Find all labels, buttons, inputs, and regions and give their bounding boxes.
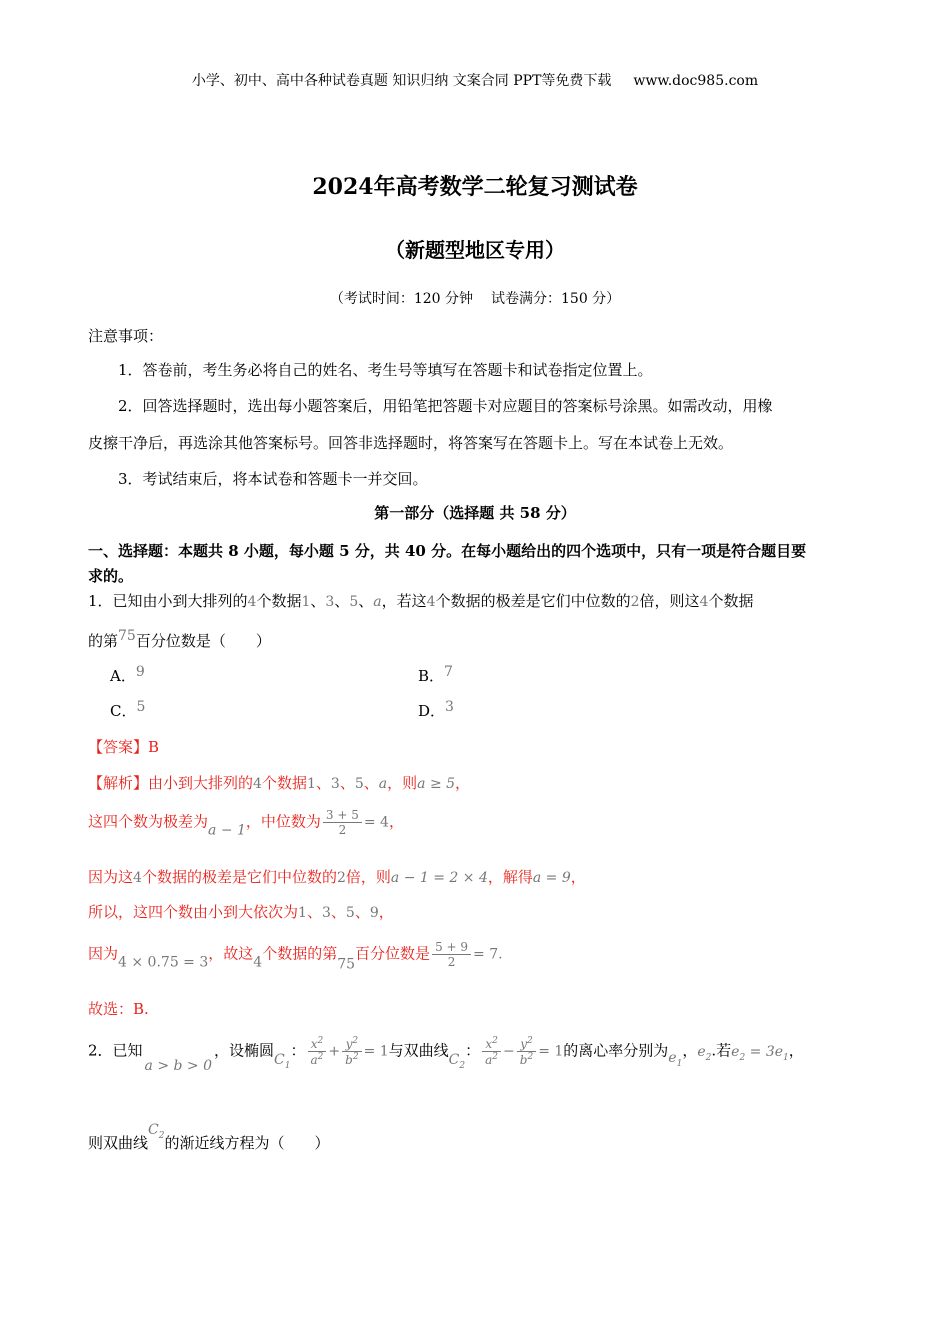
page-subtitle: （新题型地区专用） bbox=[385, 238, 565, 262]
header-url[interactable]: www.doc985.com bbox=[633, 73, 759, 89]
percentile-fraction: $\frac{5 + 9}{2}$ bbox=[432, 940, 471, 969]
header-text: 小学、初中、高中各种试卷真题 知识归纳 文案合同 PPT等免费下载 bbox=[191, 73, 612, 89]
q2-stem-line1: 2．已知a > b > 0，设椭圆$C_1$： $\frac{x^2}{a^2}$ + $\frac{y^2}{b^2}$ = 1与双曲线$C_2$： $\frac{x^2}{a^2}$ − $\frac{y^2}{b^2}$ = 1的离心率分别为$e_1$，$e_2$.若$e_2 = 3e_1$， bbox=[88, 1036, 804, 1074]
notice-item-1: 1．答卷前，考生务必将自己的姓名、考生号等填写在答题卡和试卷指定位置上。 bbox=[118, 361, 653, 379]
q1-option-a[interactable]: A．9 bbox=[110, 664, 145, 685]
notice-item-3: 3．考试结束后，将本试卷和答题卡一并交回。 bbox=[118, 470, 428, 488]
q1-analysis-line3: 因为这4个数据的极差是它们中位数的2倍，则a − 1 = 2 × 4，解得a = 9， bbox=[88, 868, 586, 886]
q1-option-d[interactable]: D．3 bbox=[418, 699, 454, 720]
site-header bbox=[0, 70, 950, 90]
q1-answer: 【答案】B bbox=[88, 738, 160, 756]
q2-condition: a > b > 0 bbox=[144, 1057, 213, 1074]
section1-line2: 求的。 bbox=[88, 567, 134, 585]
q1-analysis-conclusion: 故选：B. bbox=[88, 1000, 149, 1018]
ellipse-x-term: $\frac{x^2}{a^2}$ bbox=[308, 1036, 327, 1067]
q1-analysis-line5: 因为4 × 0.75 = 3，故这4个数据的第75百分位数是 $\frac{5 + 9}{2}$ = 7. bbox=[88, 940, 503, 973]
q1-analysis-line1: 【解析】由小到大排列的4个数据1、3、5、a，则a ≥ 5， bbox=[88, 774, 471, 792]
median-fraction: $\frac{3 + 5}{2}$ bbox=[323, 808, 362, 837]
exam-time: （考试时间：120 分钟 bbox=[329, 291, 473, 307]
hyperbola-x-term: $\frac{x^2}{a^2}$ bbox=[482, 1036, 501, 1067]
exam-meta bbox=[0, 288, 950, 308]
page-title: 2024年高考数学二轮复习测试卷 bbox=[312, 174, 638, 200]
q2-stem-line2: 则双曲线$C_2$的渐近线方程为（ ） bbox=[88, 1122, 330, 1152]
q1-analysis-line2: 这四个数为极差为a − 1，中位数为 $\frac{3 + 5}{2}$ = 4， bbox=[88, 808, 404, 839]
hyperbola-y-term: $\frac{y^2}{b^2}$ bbox=[517, 1036, 536, 1067]
section1-line1: 一、选择题：本题共 8 小题，每小题 5 分，共 40 分。在每小题给出的四个选项中，只有一项是符合题目要 bbox=[88, 542, 807, 560]
notice-heading: 注意事项： bbox=[88, 327, 164, 345]
part1-heading: 第一部分（选择题 共 58 分） bbox=[374, 504, 576, 522]
q1-option-c[interactable]: C．5 bbox=[110, 699, 146, 720]
q1-analysis-line4: 所以，这四个数由小到大依次为1、3、5、9， bbox=[88, 903, 394, 921]
q1-stem-line2: 的第75百分位数是（ ） bbox=[88, 628, 271, 650]
exam-score: 试卷满分：150 分） bbox=[491, 291, 621, 307]
ellipse-y-term: $\frac{y^2}{b^2}$ bbox=[342, 1036, 361, 1067]
notice-item-2a: 2．回答选择题时，选出每小题答案后，用铅笔把答题卡对应题目的答案标号涂黑。如需改动，用橡 bbox=[118, 397, 773, 415]
notice-item-2b: 皮擦干净后，再选涂其他答案标号。回答非选择题时，将答案写在答题卡上。写在本试卷上无效。 bbox=[88, 434, 734, 452]
q1-stem-line1: 1．已知由小到大排列的4个数据1、3、5、a，若这4个数据的极差是它们中位数的2倍，则这4个数据 bbox=[88, 592, 754, 610]
q1-option-b[interactable]: B．7 bbox=[418, 664, 453, 685]
